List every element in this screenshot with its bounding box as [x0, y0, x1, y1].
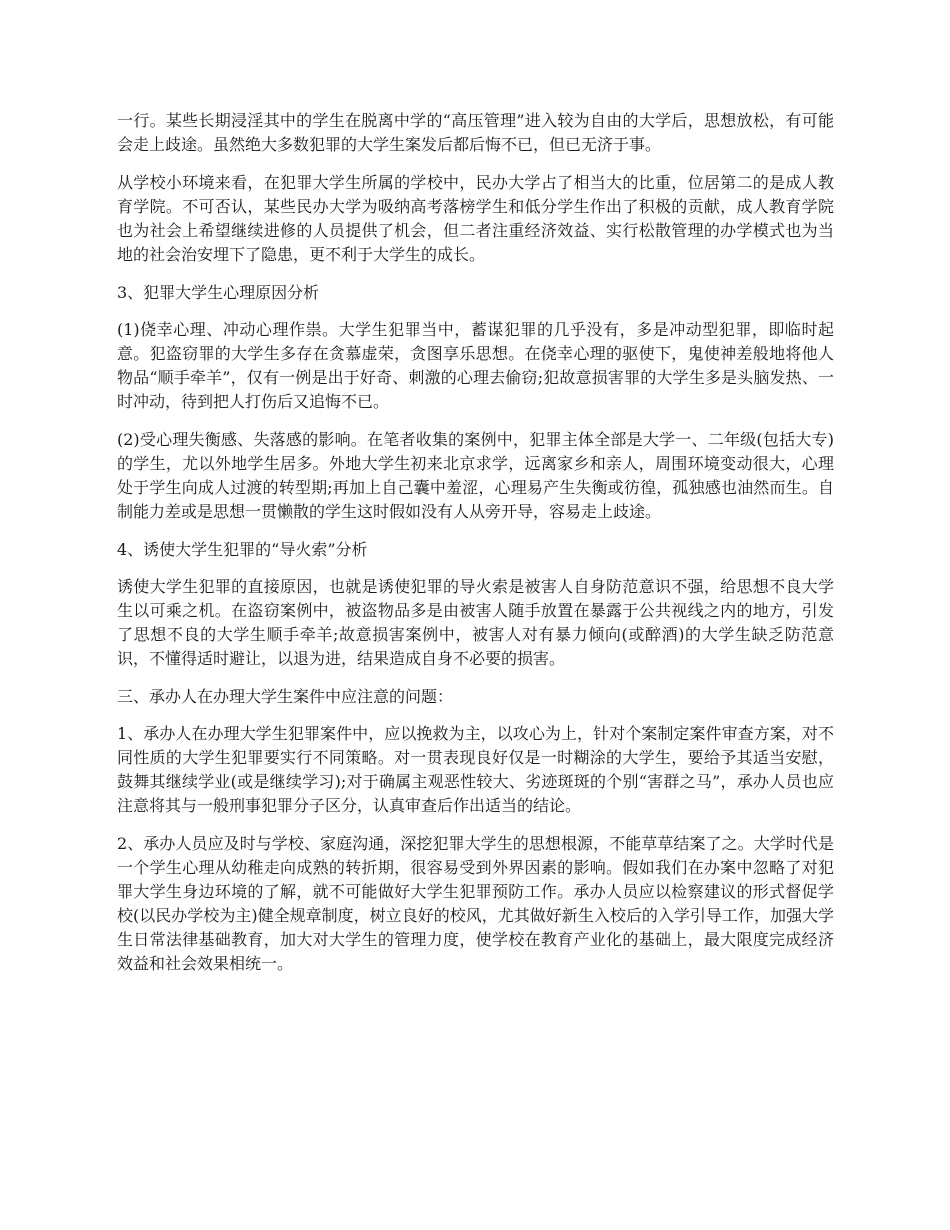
paragraph-continuation: 一行。某些长期浸淫其中的学生在脱离中学的“高压管理”进入较为自由的大学后，思想放松，有可能会走上歧途。虽然绝大多数犯罪的大学生案发后都后悔不已，但已无济于事。: [117, 111, 834, 154]
paragraph-imbalance-psychology: (2)受心理失衡感、失落感的影响。在笔者收集的案例中，犯罪主体全部是大学一、二年级(包括大专)的学生，尤以外地学生居多。外地大学生初来北京求学，远离家乡和亲人，周围环境变动很大，心理处于学生向成人过渡的转型期;再加上自己囊中羞涩，心理易产生失衡或彷徨，孤独感也油然而生。自制能力差或是思想一贯懒散的学生这时假如没有人从旁开导，容易走上歧途。: [117, 430, 834, 521]
paragraph-trigger-analysis: 诱使大学生犯罪的直接原因，也就是诱使犯罪的导火索是被害人自身防范意识不强，给思想不良大学生以可乘之机。在盗窃案例中，被盗物品多是由被害人随手放置在暴露于公共视线之内的地方，引发了思想不良的大学生顺手牵羊;故意损害案例中，被害人对有暴力倾向(或醉酒)的大学生缺乏防范意识，不懂得适时避让，以退为进，结果造成自身不必要的损害。: [117, 577, 834, 668]
paragraph-school-environment: 从学校小环境来看，在犯罪大学生所属的学校中，民办大学占了相当大的比重，位居第二的是成人教育学院。不可否认，某些民办大学为吸纳高考落榜学生和低分学生作出了积极的贡献，成人教育学院也为社会上希望继续进修的人员提供了机会，但二者注重经济效益、实行松散管理的办学模式也为当地的社会治安埋下了隐患，更不利于大学生的成长。: [117, 173, 834, 264]
paragraph-impulse-psychology: (1)侥幸心理、冲动心理作祟。大学生犯罪当中，蓄谋犯罪的几乎没有，多是冲动型犯罪，即临时起意。犯盗窃罪的大学生多存在贪慕虚荣，贪图享乐思想。在侥幸心理的驱使下，鬼使神差般地将他人物品“顺手牵羊”，仅有一例是出于好奇、刺激的心理去偷窃;犯故意损害罪的大学生多是头脑发热、一时冲动，待到把人打伤后又追悔不已。: [117, 320, 834, 411]
paragraph-handling-point-2: 2、承办人员应及时与学校、家庭沟通，深挖犯罪大学生的思想根源，不能草草结案了之。大学时代是一个学生心理从幼稚走向成熟的转折期，很容易受到外界因素的影响。假如我们在办案中忽略了对犯罪大学生身边环境的了解，就不可能做好大学生犯罪预防工作。承办人员应以检察建议的形式督促学校(以民办学校为主)健全规章制度，树立良好的校风，尤其做好新生入校后的入学引导工作，加强大学生日常法律基础教育，加大对大学生的管理力度，使学校在教育产业化的基础上，最大限度完成经济效益和社会效果相统一。: [117, 834, 834, 973]
section-heading-psychology: 3、犯罪大学生心理原因分析: [117, 283, 320, 302]
section-heading-handling-issues: 三、承办人在办理大学生案件中应注意的问题：: [117, 687, 454, 706]
paragraph-handling-point-1: 1、承办人在办理大学生犯罪案件中，应以挽救为主，以攻心为上，针对个案制定案件审查方案，对不同性质的大学生犯罪要实行不同策略。对一贯表现良好仅是一时糊涂的大学生，要给予其适当安慰，鼓舞其继续学业(或是继续学习);对于确属主观恶性较大、劣迹斑斑的个别“害群之马”，承办人员也应注意将其与一般刑事犯罪分子区分，认真审查后作出适当的结论。: [117, 724, 834, 815]
section-heading-trigger: 4、诱使大学生犯罪的“导火索”分析: [117, 540, 368, 559]
document-body: [117, 109, 834, 990]
